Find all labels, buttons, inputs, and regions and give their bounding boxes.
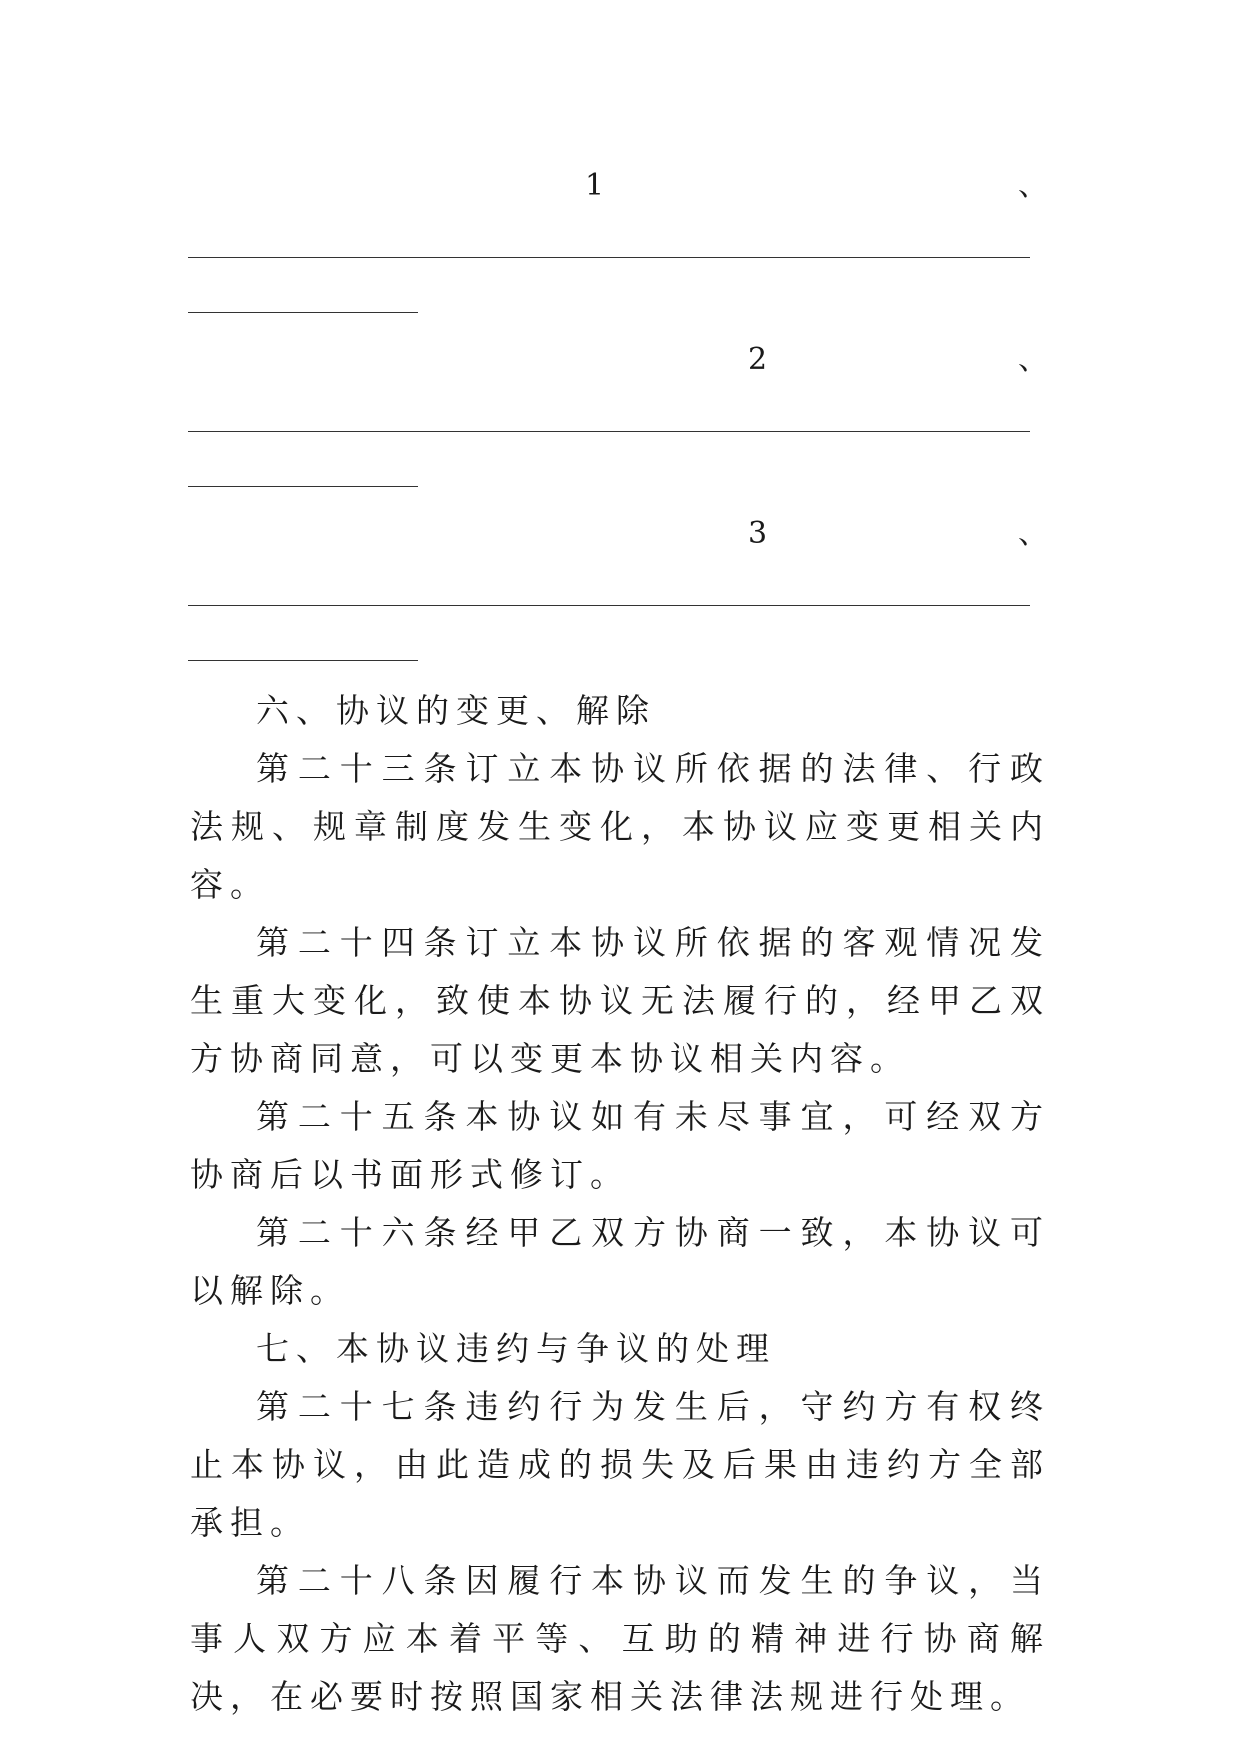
blank-item-number-1: 1 (585, 168, 605, 203)
blank-item-separator-2: 、 (1018, 342, 1048, 377)
article-25: 第二十五条本协议如有未尽事宜，可经双方协商后以书面形式修订。 (190, 1097, 1050, 1194)
blank-item-separator-1: 、 (1018, 168, 1048, 203)
article-28: 第二十八条因履行本协议而发生的争议，当事人双方应本着平等、互助的精神进行协商解决，在必要时按照国家相关法律法规进行处理。 (190, 1561, 1050, 1716)
article-23: 第二十三条订立本协议所依据的法律、行政法规、规章制度发生变化，本协议应变更相关内容。 (190, 749, 1050, 904)
blank-fill-line (188, 486, 418, 487)
blank-fill-line (188, 660, 418, 661)
section-heading-6: 六、协议的变更、解除 (256, 691, 656, 730)
blank-fill-line (188, 605, 1030, 606)
blank-fill-line (188, 312, 418, 313)
document-body (190, 682, 1050, 1726)
article-27: 第二十七条违约行为发生后，守约方有权终止本协议，由此造成的损失及后果由违约方全部承担。 (190, 1387, 1050, 1542)
blank-item-number-3: 3 (748, 516, 768, 551)
article-26: 第二十六条经甲乙双方协商一致，本协议可以解除。 (190, 1213, 1050, 1310)
blank-fill-line (188, 431, 1030, 432)
blank-item-number-2: 2 (748, 342, 768, 377)
article-24: 第二十四条订立本协议所依据的客观情况发生重大变化，致使本协议无法履行的，经甲乙双方协商同意，可以变更本协议相关内容。 (190, 923, 1050, 1078)
section-heading-7: 七、本协议违约与争议的处理 (256, 1329, 776, 1368)
blank-fill-line (188, 257, 1030, 258)
blank-item-separator-3: 、 (1018, 516, 1048, 551)
